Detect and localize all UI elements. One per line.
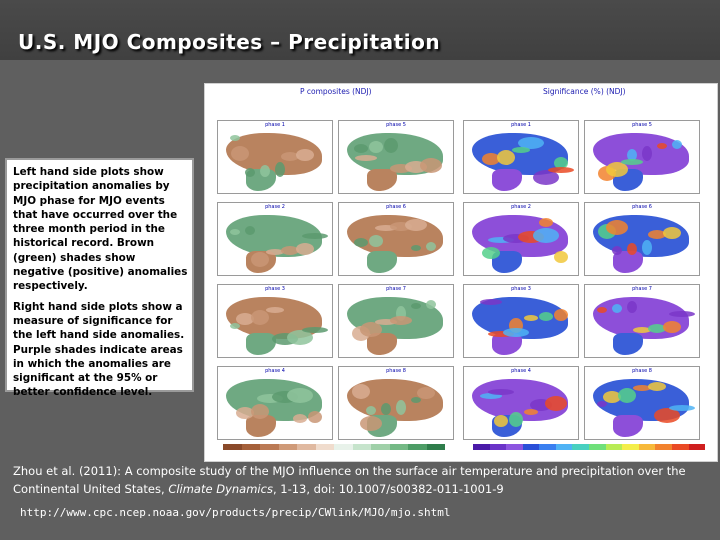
explanation-paragraph-right: Right hand side plots show a measure of significance for the left hand side anomalies. Purple shades indicate areas in which the anomalies are significant at the 95% or better confidence level. (13, 300, 185, 399)
explanation-paragraph-left: Left hand side plots show precipitation anomalies by MJO phase for MJO events that have occurred over the three month period in the historical record. Brown (green) shades show negative (positive) anomalies respectively. (13, 166, 188, 293)
title-bar (0, 0, 720, 60)
colorbar-swatch (371, 444, 390, 450)
colorbar-swatch (672, 444, 689, 450)
citation-details: , 1-13, doi: 10.1007/s00382-011-1001-9 (272, 481, 504, 496)
panel-label: phase 8 (632, 368, 652, 374)
map-panel-composite (217, 202, 333, 276)
colorbar-swatch (572, 444, 589, 450)
panel-label: phase 4 (511, 368, 531, 374)
map-shading (597, 307, 607, 313)
map-shading (275, 162, 285, 177)
panel-label: phase 7 (386, 286, 406, 292)
panel-label: phase 7 (632, 286, 652, 292)
map-shading (612, 304, 622, 313)
map-panel-significance (584, 366, 700, 440)
map-shading (545, 396, 567, 411)
panel-label: phase 6 (386, 204, 406, 210)
map-shading (266, 307, 284, 313)
colorbar-swatch (408, 444, 427, 450)
map-shading (548, 167, 574, 173)
map-shading (366, 406, 376, 415)
map-shading (245, 168, 255, 177)
map-panel-composite (338, 366, 454, 440)
source-url[interactable]: http://www.cpc.ncep.noaa.gov/products/precip/CWlink/MJO/mjo.shtml (20, 506, 451, 519)
map-shading (230, 135, 240, 141)
map-panel-composite (338, 120, 454, 194)
map-panel-significance (463, 120, 579, 194)
map-shading (648, 382, 666, 391)
map-shading (390, 316, 412, 325)
map-panel-composite (217, 284, 333, 358)
map-shading (657, 143, 667, 149)
map-shading (411, 303, 421, 309)
colorbar-swatch (260, 444, 279, 450)
map-shading (512, 147, 530, 153)
colorbar-swatch (427, 444, 446, 450)
map-shading (539, 312, 553, 321)
colorbar-swatch (390, 444, 409, 450)
explanation-box (5, 158, 194, 399)
map-panel-significance (463, 366, 579, 440)
left-figure-heading: P composites (NDJ) (300, 87, 372, 96)
colorbar-swatch (539, 444, 556, 450)
map-shading (509, 412, 523, 427)
map-shading (642, 240, 652, 255)
panel-label: phase 3 (511, 286, 531, 292)
map-shading (524, 409, 538, 415)
map-shading (296, 149, 314, 161)
colorbar-swatch (490, 444, 507, 450)
map-shading (302, 327, 328, 333)
colorbar-swatch (473, 444, 490, 450)
colorbar-swatch (353, 444, 372, 450)
map-shading (663, 321, 681, 333)
panel-label: phase 1 (511, 122, 531, 128)
composite-figure (204, 83, 718, 462)
map-panel-composite (338, 284, 454, 358)
map-shading (369, 141, 383, 153)
map-shading (663, 227, 681, 239)
map-shading (642, 146, 652, 161)
map-shading (302, 233, 328, 239)
right-colorbar (473, 444, 705, 450)
map-shading (533, 228, 559, 243)
panel-label: phase 2 (511, 204, 531, 210)
left-colorbar (223, 444, 445, 450)
map-panel-significance (584, 202, 700, 276)
colorbar-swatch (655, 444, 672, 450)
map-shading (354, 238, 368, 247)
colorbar-swatch (556, 444, 573, 450)
colorbar-swatch (523, 444, 540, 450)
map-shading (524, 315, 538, 321)
map-panel-composite (217, 366, 333, 440)
colorbar-swatch (689, 444, 706, 450)
colorbar-swatch (297, 444, 316, 450)
map-shading (405, 219, 427, 231)
map-shading (260, 165, 270, 177)
map-shading (539, 218, 553, 227)
map-shading (426, 242, 436, 251)
panel-label: phase 6 (632, 204, 652, 210)
colorbar-swatch (606, 444, 623, 450)
map-shading (251, 252, 269, 267)
map-panel-composite (338, 202, 454, 276)
map-shading (672, 140, 682, 149)
colorbar-swatch (242, 444, 261, 450)
map-mexico (246, 333, 276, 355)
map-shading (245, 226, 255, 235)
map-shading (354, 144, 368, 153)
panel-label: phase 4 (265, 368, 285, 374)
map-shading (384, 138, 398, 153)
map-shading (308, 411, 322, 423)
panel-label: phase 2 (265, 204, 285, 210)
map-shading (230, 229, 240, 235)
colorbar-swatch (279, 444, 298, 450)
map-shading (352, 384, 370, 399)
citation (13, 463, 713, 498)
map-shading (420, 158, 442, 173)
colorbar-swatch (334, 444, 353, 450)
map-mexico (613, 415, 643, 437)
map-shading (251, 310, 269, 325)
map-panel-significance (463, 284, 579, 358)
map-shading (482, 247, 500, 259)
map-shading (381, 403, 391, 415)
map-shading (251, 404, 269, 419)
map-shading (612, 246, 622, 255)
panel-label: phase 8 (386, 368, 406, 374)
map-mexico (492, 169, 522, 191)
colorbar-swatch (223, 444, 242, 450)
colorbar-swatch (589, 444, 606, 450)
map-shading (231, 146, 249, 161)
panel-label: phase 1 (265, 122, 285, 128)
panel-label: phase 3 (265, 286, 285, 292)
map-shading (494, 415, 508, 427)
map-panel-significance (463, 202, 579, 276)
map-shading (411, 397, 421, 403)
map-shading (355, 155, 377, 161)
map-mexico (367, 251, 397, 273)
map-shading (669, 405, 695, 411)
map-shading (426, 300, 436, 309)
map-shading (503, 328, 529, 337)
map-shading (618, 388, 636, 403)
map-shading (369, 235, 383, 247)
panel-label: phase 5 (386, 122, 406, 128)
map-shading (554, 251, 568, 263)
map-shading (627, 243, 637, 255)
panel-label: phase 5 (632, 122, 652, 128)
map-shading (480, 299, 502, 305)
map-shading (597, 401, 607, 407)
colorbar-swatch (316, 444, 335, 450)
map-panel-composite (217, 120, 333, 194)
map-panel-significance (584, 120, 700, 194)
map-shading (296, 243, 314, 255)
map-shading (396, 400, 406, 415)
right-figure-heading: Significance (%) (NDJ) (543, 87, 626, 96)
map-shading (411, 245, 421, 251)
colorbar-swatch (622, 444, 639, 450)
map-shading (293, 414, 307, 423)
colorbar-swatch (506, 444, 523, 450)
map-mexico (367, 169, 397, 191)
map-shading (621, 159, 643, 165)
map-shading (606, 220, 628, 235)
map-panel-significance (584, 284, 700, 358)
map-shading (497, 150, 515, 165)
citation-journal: Climate Dynamics (168, 481, 273, 496)
map-shading (230, 323, 240, 329)
map-shading (287, 388, 313, 403)
map-mexico (613, 333, 643, 355)
map-shading (627, 301, 637, 313)
map-shading (488, 389, 514, 395)
citation-text: Zhou et al. (2011): A composite study of the MJO influence on the surface air temperature and precipitation over the Continental United States, (13, 464, 686, 496)
map-shading (554, 309, 568, 321)
map-shading (360, 416, 382, 431)
map-shading (669, 311, 695, 317)
slide-title: U.S. MJO Composites – Precipitation (18, 30, 441, 54)
colorbar-swatch (639, 444, 656, 450)
